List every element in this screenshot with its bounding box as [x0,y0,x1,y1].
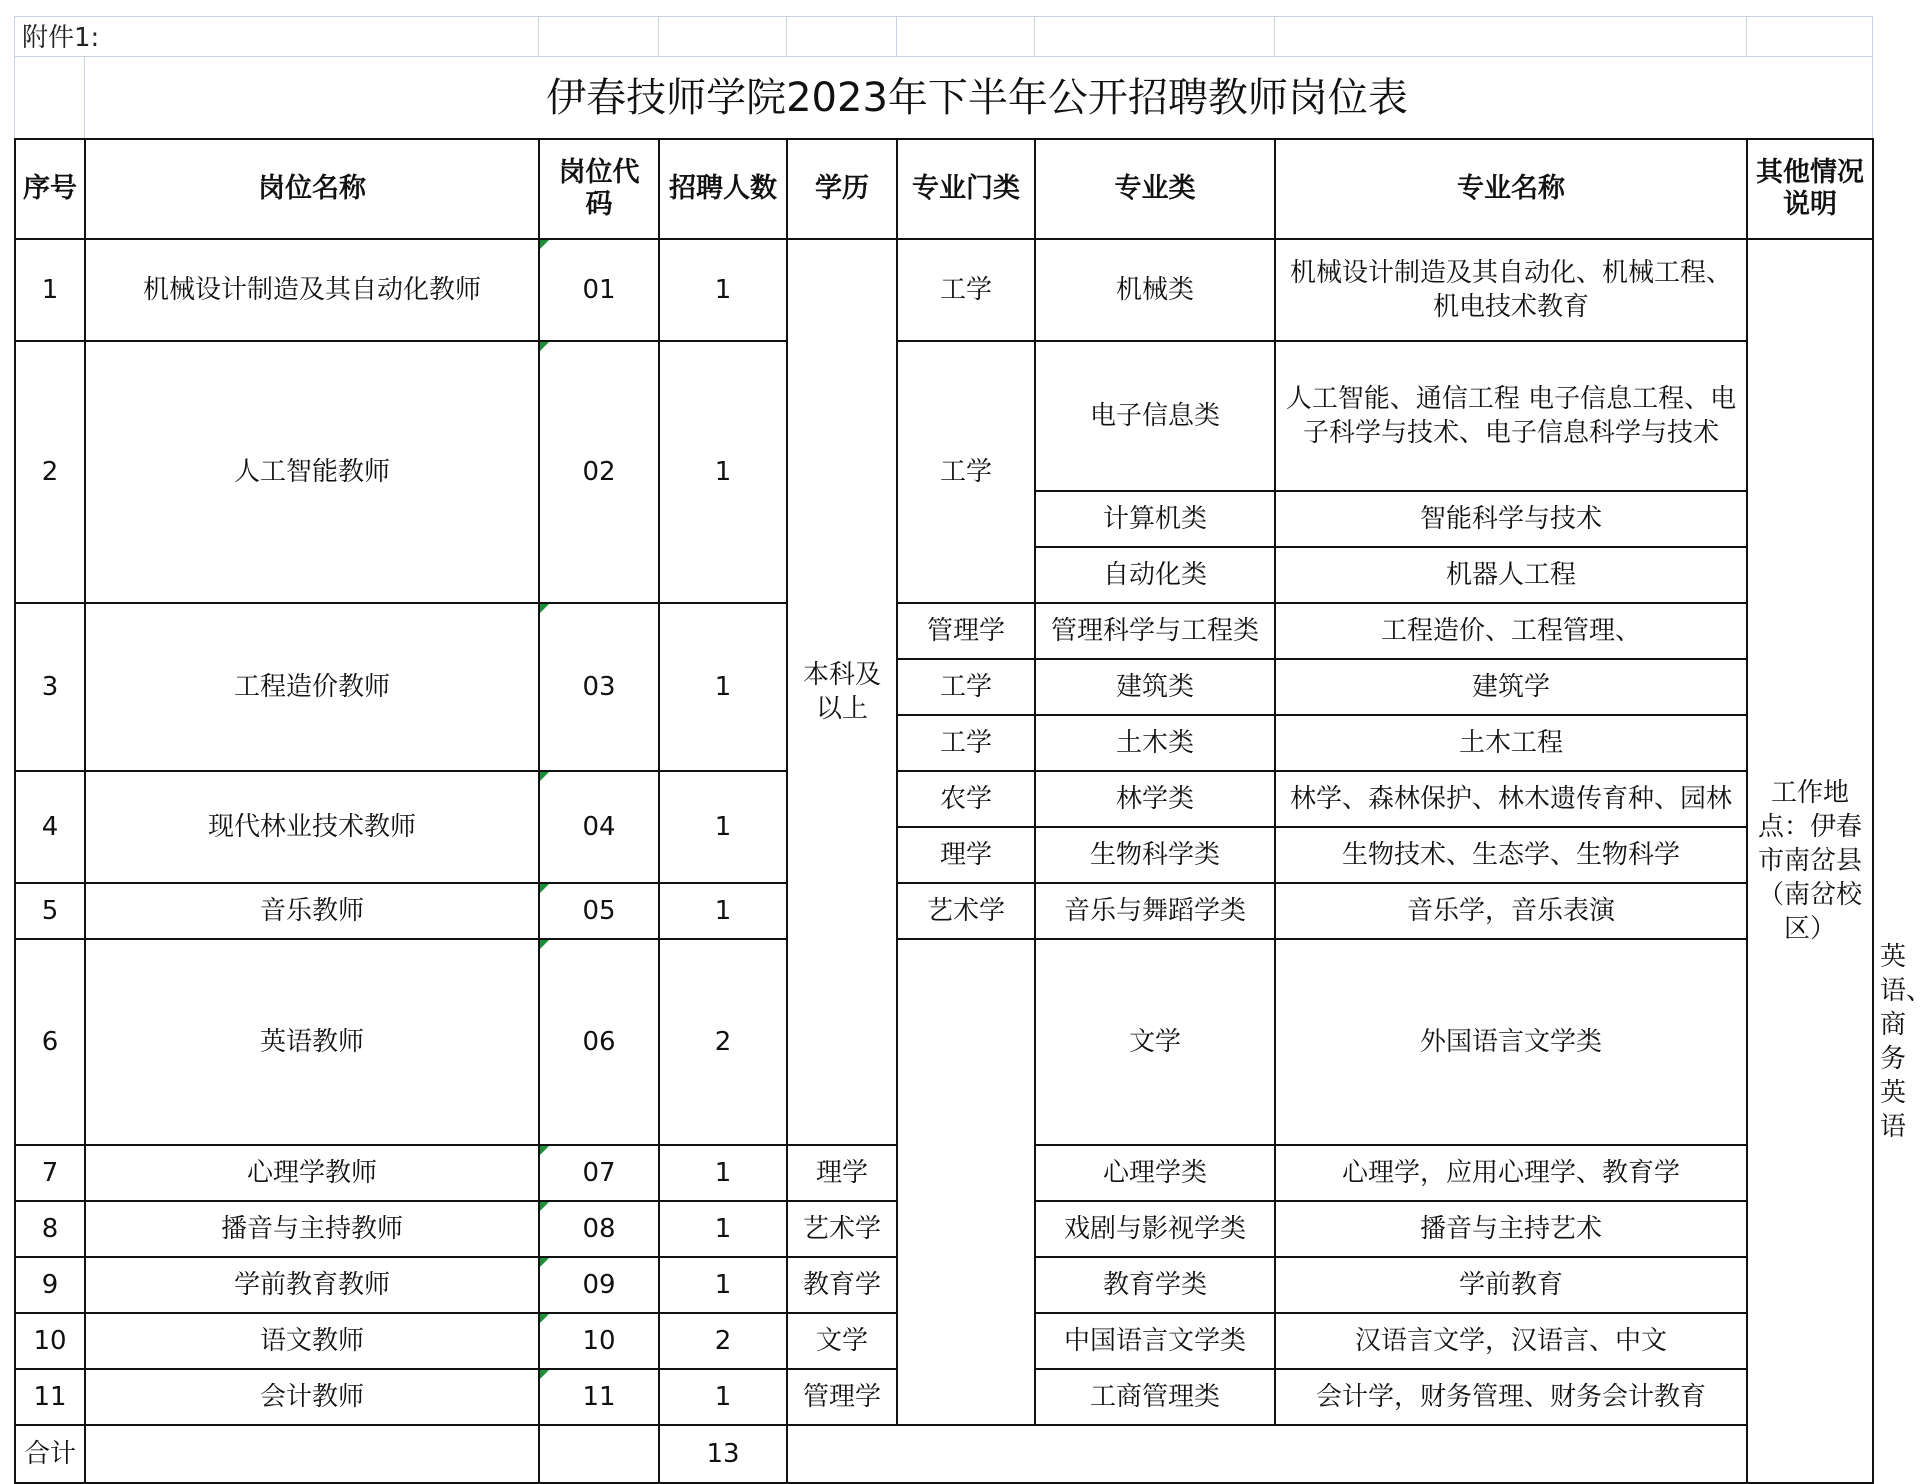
cell-index: 3 [15,603,85,771]
header-major-name: 专业名称 [1275,139,1747,239]
cell-major-class: 机械类 [1035,239,1275,341]
cell-major-name: 建筑学 [1275,659,1747,715]
header-education: 学历 [787,139,897,239]
cell-post-code: 04 [539,771,659,883]
total-count: 13 [659,1425,787,1483]
header-discipline: 专业门类 [897,139,1035,239]
header-row [15,139,1873,239]
page-title: 伊春技师学院2023年下半年公开招聘教师岗位表 [546,75,1408,121]
cell-index: 9 [15,1257,85,1313]
cell-major-class: 计算机类 [1035,491,1275,547]
cell-discipline: 理学 [787,1145,897,1201]
cell-post-name: 心理学教师 [85,1145,539,1201]
positions-table [14,138,1932,1484]
cell-post-code: 09 [539,1257,659,1313]
cell-post-name: 音乐教师 [85,883,539,939]
cell-discipline: 工学 [897,239,1035,341]
cell-post-name: 学前教育教师 [85,1257,539,1313]
cell-count: 1 [659,1369,787,1425]
gridline [1274,16,1275,56]
gridline [14,16,1872,17]
header-post-name: 岗位名称 [85,139,539,239]
cell-education: 本科及以上 [787,239,897,1145]
gridline [786,16,787,56]
cell-major-name: 生物技术、生态学、生物科学 [1275,827,1747,883]
cell-major-name: 心理学，应用心理学、教育学 [1275,1145,1747,1201]
cell-major-class: 心理学类 [1035,1145,1275,1201]
header-count: 招聘人数 [659,139,787,239]
gridline [1872,16,1873,138]
cell-major-name: 工程造价、工程管理、 [1275,603,1747,659]
table-row [15,883,1873,939]
cell-discipline: 文学 [787,1313,897,1369]
table-row [15,603,1873,659]
header-notes: 其他情况说明 [1747,139,1873,239]
cell-notes: 工作地点：伊春市南岔县（南岔校区） [1747,239,1873,1483]
cell-major-name: 播音与主持艺术 [1275,1201,1747,1257]
cell-index: 5 [15,883,85,939]
gridline [1034,16,1035,56]
cell-major-class: 中国语言文学类 [1035,1313,1275,1369]
cell-major-name: 林学、森林保护、林木遗传育种、园林 [1275,771,1747,827]
cell-major-class: 戏剧与影视学类 [1035,1201,1275,1257]
cell-count: 1 [659,341,787,603]
cell-major-class: 管理科学与工程类 [1035,603,1275,659]
cell-major-name: 土木工程 [1275,715,1747,771]
cell-post-code: 06 [539,939,659,1145]
cell-major-class: 建筑类 [1035,659,1275,715]
cell-index: 2 [15,341,85,603]
cell-major-class: 自动化类 [1035,547,1275,603]
cell-major-name: 会计学，财务管理、财务会计教育 [1275,1369,1747,1425]
cell-major-class: 电子信息类 [1035,341,1275,491]
total-row [15,1425,1873,1483]
cell-count: 1 [659,883,787,939]
cell-major-name: 汉语言文学，汉语言、中文 [1275,1313,1747,1369]
cell-discipline: 工学 [897,341,1035,603]
cell-index: 8 [15,1201,85,1257]
cell-post-code: 05 [539,883,659,939]
cell-post-code: 01 [539,239,659,341]
cell-discipline: 理学 [897,827,1035,883]
cell-discipline: 农学 [897,771,1035,827]
cell-discipline: 管理学 [787,1369,897,1425]
table-row: 6 英语教师 06 2 文学 外国语言文学类 英语、商务英语 [15,939,1873,1145]
cell-post-name: 人工智能教师 [85,341,539,603]
cell-index: 7 [15,1145,85,1201]
gridline [538,16,539,56]
cell-index: 10 [15,1313,85,1369]
cell-count: 1 [659,1257,787,1313]
gridline [14,56,1872,57]
cell-discipline: 工学 [897,659,1035,715]
gridline [658,16,659,56]
cell-index: 11 [15,1369,85,1425]
gridline [896,16,897,56]
cell-major-class: 音乐与舞蹈学类 [1035,883,1275,939]
total-blank [787,1425,1747,1483]
cell-count: 1 [659,1201,787,1257]
gridline [1746,16,1747,56]
cell-major-class: 生物科学类 [1035,827,1275,883]
cell-index: 1 [15,239,85,341]
cell-discipline: 教育学 [787,1257,897,1313]
table-row [15,239,1873,341]
cell-post-code: 07 [539,1145,659,1201]
cell-post-code: 11 [539,1369,659,1425]
cell-discipline: 工学 [897,715,1035,771]
gridline [14,16,15,138]
cell-post-name: 工程造价教师 [85,603,539,771]
cell-count: 1 [659,1145,787,1201]
cell-count: 1 [659,771,787,883]
cell-major-class: 教育学类 [1035,1257,1275,1313]
table-row [15,771,1873,827]
cell-major-name: 机器人工程 [1275,547,1747,603]
cell-index: 6 [15,939,85,1145]
cell-major-class: 林学类 [1035,771,1275,827]
cell-post-code: 08 [539,1201,659,1257]
cell-post-name: 机械设计制造及其自动化教师 [85,239,539,341]
cell-major-name: 人工智能、通信工程 电子信息工程、电子科学与技术、电子信息科学与技术 [1275,341,1747,491]
cell-major-class: 工商管理类 [1035,1369,1275,1425]
cell-education [897,939,1035,1425]
cell-post-name: 播音与主持教师 [85,1201,539,1257]
cell-post-name: 会计教师 [85,1369,539,1425]
cell-major-class: 土木类 [1035,715,1275,771]
cell-major-class: 外国语言文学类 [1275,939,1747,1145]
attachment-label: 附件1: [22,23,100,53]
cell-discipline: 管理学 [897,603,1035,659]
cell-major-name: 智能科学与技术 [1275,491,1747,547]
total-blank [539,1425,659,1483]
header-index: 序号 [15,139,85,239]
cell-discipline: 文学 [1035,939,1275,1145]
total-label: 合计 [15,1425,85,1483]
cell-index: 4 [15,771,85,883]
cell-major-name: 音乐学，音乐表演 [1275,883,1747,939]
cell-count: 1 [659,239,787,341]
cell-discipline: 艺术学 [897,883,1035,939]
cell-post-code: 10 [539,1313,659,1369]
cell-post-name: 现代林业技术教师 [85,771,539,883]
cell-discipline: 艺术学 [787,1201,897,1257]
total-blank [85,1425,539,1483]
cell-post-code: 03 [539,603,659,771]
cell-post-name: 英语教师 [85,939,539,1145]
cell-count: 2 [659,1313,787,1369]
table-row [15,341,1873,491]
cell-count: 2 [659,939,787,1145]
cell-post-code: 02 [539,341,659,603]
cell-major-name: 学前教育 [1275,1257,1747,1313]
header-major-class: 专业类 [1035,139,1275,239]
cell-major-name: 机械设计制造及其自动化、机械工程、机电技术教育 [1275,239,1747,341]
cell-post-name: 语文教师 [85,1313,539,1369]
cell-count: 1 [659,603,787,771]
header-post-code: 岗位代码 [539,139,659,239]
